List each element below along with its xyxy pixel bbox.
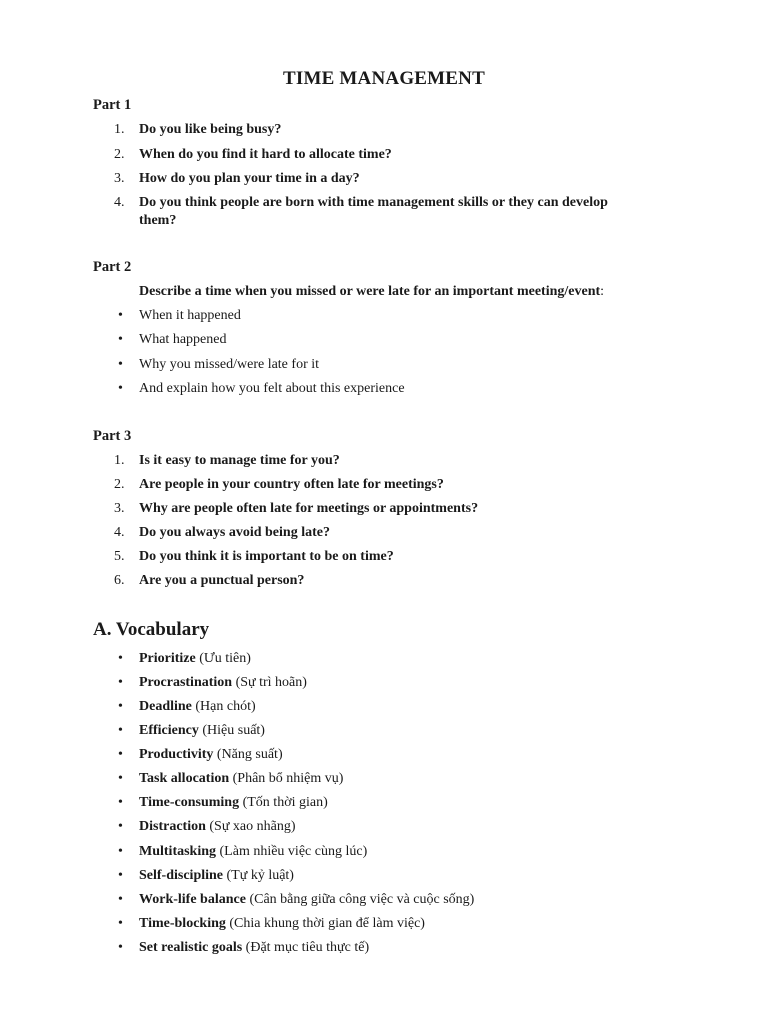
prompt-text: Describe a time when you missed or were late for an important meeting/event xyxy=(139,284,601,299)
bullet-text: When it happened xyxy=(139,308,241,323)
item-number: 2. xyxy=(114,477,125,492)
item-text: When do you find it hard to allocate time? xyxy=(139,147,392,162)
vocabulary-heading: A. Vocabulary xyxy=(93,619,210,640)
item-number: 1. xyxy=(114,453,125,468)
vocab-meaning: (Sự xao nhãng) xyxy=(205,819,296,834)
item-text: Do you like being busy? xyxy=(139,122,282,137)
vocab-term: Procrastination xyxy=(139,675,233,690)
bullet-text: And explain how you felt about this experience xyxy=(139,381,405,396)
bullet-icon: • xyxy=(118,381,123,396)
vocab-meaning: (Hạn chót) xyxy=(191,699,256,714)
vocab-meaning: (Chia khung thời gian để làm việc) xyxy=(225,916,425,931)
bullet-icon: • xyxy=(118,844,123,859)
vocab-meaning: (Sự trì hoãn) xyxy=(232,675,307,690)
prompt-colon: : xyxy=(600,284,605,299)
item-text: Why are people often late for meetings or appointments? xyxy=(139,501,479,516)
vocab-term: Productivity xyxy=(139,747,214,762)
vocab-term: Deadline xyxy=(139,699,192,714)
item-text: Do you always avoid being late? xyxy=(139,525,330,540)
bullet-icon: • xyxy=(118,795,123,810)
bullet-text: What happened xyxy=(139,332,227,347)
item-text: Is it easy to manage time for you? xyxy=(139,453,340,468)
vocab-meaning: (Ưu tiên) xyxy=(195,651,251,666)
bullet-icon: • xyxy=(118,771,123,786)
bullet-icon: • xyxy=(118,940,123,955)
vocab-meaning: (Hiệu suất) xyxy=(198,723,265,738)
vocab-meaning: (Cân bằng giữa công việc và cuộc sống) xyxy=(245,892,475,907)
bullet-icon: • xyxy=(118,357,123,372)
bullet-icon: • xyxy=(118,892,123,907)
bullet-icon: • xyxy=(118,699,123,714)
vocab-meaning: (Năng suất) xyxy=(213,747,283,762)
vocab-term: Prioritize xyxy=(139,651,196,666)
part1-heading: Part 1 xyxy=(93,97,132,113)
vocab-term: Time-blocking xyxy=(139,916,226,931)
item-text: Do you think people are born with time management skills or they can develop xyxy=(139,195,608,210)
bullet-icon: • xyxy=(118,308,123,323)
item-number: 6. xyxy=(114,573,125,588)
vocab-term: Efficiency xyxy=(139,723,199,738)
item-text: Are people in your country often late for meetings? xyxy=(139,477,444,492)
bullet-icon: • xyxy=(118,723,123,738)
item-number: 2. xyxy=(114,147,125,162)
vocab-term: Distraction xyxy=(139,819,206,834)
vocab-meaning: (Phân bổ nhiệm vụ) xyxy=(229,771,344,786)
item-number: 3. xyxy=(114,171,125,186)
item-number: 4. xyxy=(114,195,125,210)
part2-prompt xyxy=(139,284,604,300)
item-text-continuation: them? xyxy=(139,213,177,228)
item-number: 3. xyxy=(114,501,125,516)
vocab-term: Time-consuming xyxy=(139,795,240,810)
bullet-text: Why you missed/were late for it xyxy=(139,357,320,372)
item-number: 1. xyxy=(114,122,125,137)
item-number: 5. xyxy=(114,549,125,564)
vocab-meaning: (Tự kỷ luật) xyxy=(223,868,294,883)
vocab-meaning: (Làm nhiều việc cùng lúc) xyxy=(216,844,368,859)
bullet-icon: • xyxy=(118,819,123,834)
bullet-icon: • xyxy=(118,332,123,347)
vocab-term: Multitasking xyxy=(139,844,217,859)
vocab-meaning: (Đặt mục tiêu thực tế) xyxy=(242,940,370,955)
vocab-term: Work-life balance xyxy=(139,892,246,907)
item-text: Are you a punctual person? xyxy=(139,573,305,588)
page-title: TIME MANAGEMENT xyxy=(283,68,485,89)
item-number: 4. xyxy=(114,525,125,540)
bullet-icon: • xyxy=(118,916,123,931)
bullet-icon: • xyxy=(118,675,123,690)
bullet-icon: • xyxy=(118,747,123,762)
item-text: How do you plan your time in a day? xyxy=(139,171,360,186)
bullet-icon: • xyxy=(118,651,123,666)
item-text: Do you think it is important to be on time? xyxy=(139,549,394,564)
vocab-term: Self-discipline xyxy=(139,868,224,883)
part3-heading: Part 3 xyxy=(93,428,132,444)
vocab-meaning: (Tốn thời gian) xyxy=(239,795,328,810)
vocab-term: Set realistic goals xyxy=(139,940,243,955)
part2-heading: Part 2 xyxy=(93,259,132,275)
bullet-icon: • xyxy=(118,868,123,883)
vocab-term: Task allocation xyxy=(139,771,230,786)
